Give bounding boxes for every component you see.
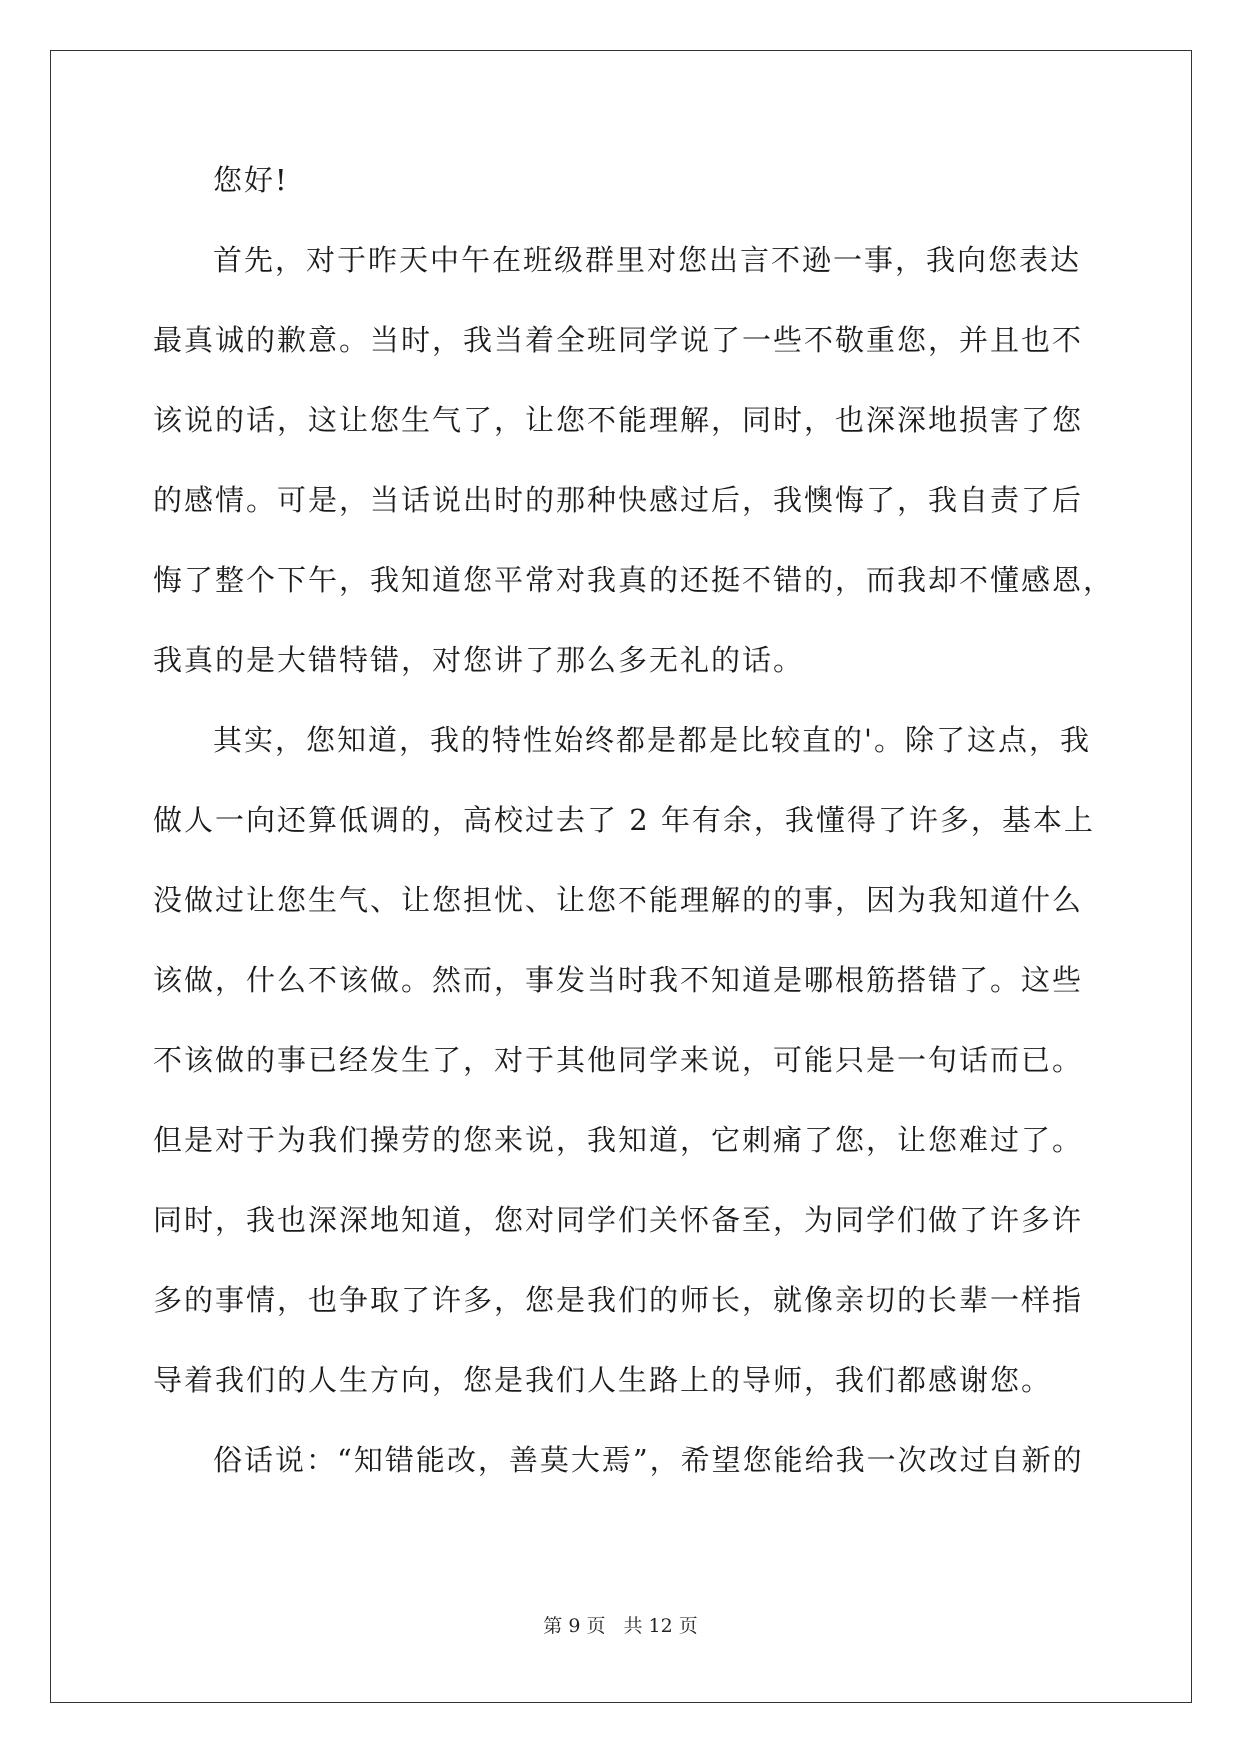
text-line: 多的事情，也争取了许多，您是我们的师长，就像亲切的长辈一样指 — [153, 1283, 1084, 1317]
letter-body — [153, 160, 1115, 1520]
text-line: 但是对于为我们操劳的您来说，我知道，它刺痛了您，让您难过了。 — [153, 1123, 1084, 1157]
text-line: 导着我们的人生方向，您是我们人生路上的导师，我们都感谢您。 — [153, 1363, 1053, 1397]
text-line: 的感情。可是，当话说出时的那种快感过后，我懊悔了，我自责了后 — [153, 483, 1084, 517]
text-line: 做人一向还算低调的，高校过去了 2 年有余，我懂得了许多，基本上 — [153, 803, 1095, 837]
text-line: 该说的话，这让您生气了，让您不能理解，同时，也深深地损害了您 — [153, 403, 1084, 437]
text-line: 同时，我也深深地知道，您对同学们关怀备至，为同学们做了许多许 — [153, 1203, 1084, 1237]
page-total: 共 12 页 — [623, 1615, 698, 1637]
text-line: 您好! — [213, 163, 289, 197]
text-line: 其实，您知道，我的特性始终都是都是比较直的'。除了这点，我 — [213, 723, 1091, 757]
text-line: 首先，对于昨天中午在班级群里对您出言不逊一事，我向您表达 — [213, 243, 1082, 277]
text-line: 俗话说：“知错能改，善莫大焉”，希望您能给我一次改过自新的 — [213, 1443, 1084, 1477]
text-line: 没做过让您生气、让您担忧、让您不能理解的的事，因为我知道什么 — [153, 883, 1084, 917]
text-line: 悔了整个下午，我知道您平常对我真的还挺不错的，而我却不懂感恩， — [153, 563, 1115, 597]
text-line: 不该做的事已经发生了，对于其他同学来说，可能只是一句话而已。 — [153, 1043, 1084, 1077]
text-line: 该做，什么不该做。然而，事发当时我不知道是哪根筋搭错了。这些 — [153, 963, 1084, 997]
text-line: 最真诚的歉意。当时，我当着全班同学说了一些不敬重您，并且也不 — [153, 323, 1084, 357]
page-number: 第 9 页 — [543, 1615, 606, 1637]
text-line: 我真的是大错特错，对您讲了那么多无礼的话。 — [153, 643, 805, 677]
page-footer — [0, 1611, 1241, 1638]
